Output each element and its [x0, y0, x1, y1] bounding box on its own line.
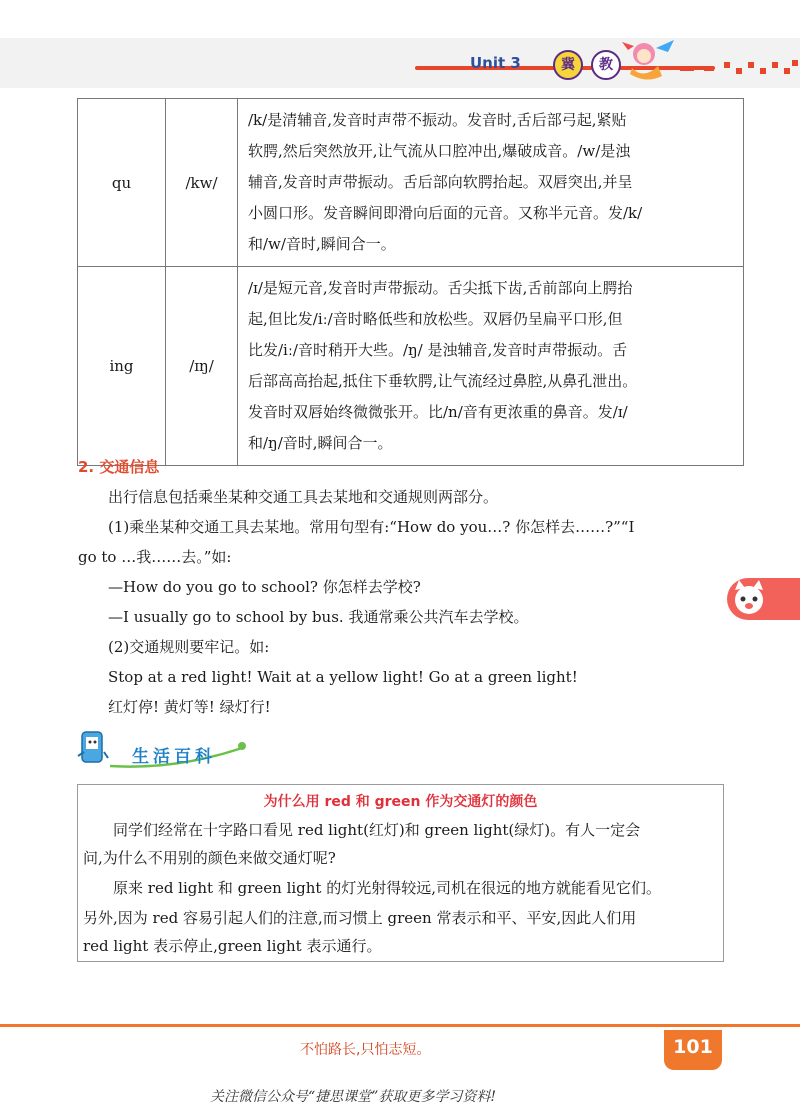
description-line: 比发/iː/音时稍开大些。/ŋ/ 是浊辅音,发音时声带振动。舌 [248, 341, 628, 359]
example-question: —How do you go to school? 你怎样去学校? [108, 578, 421, 596]
box-line: 问,为什么不用别的颜色来做交通灯呢? [83, 849, 336, 867]
description-line: 小圆口形。发音瞬间即滑向后面的元音。又称半元音。发/k/ [248, 204, 643, 222]
letter-cell: qu [78, 99, 166, 267]
section-title-traffic: 2. 交通信息 [78, 458, 160, 476]
footer-line [0, 1024, 800, 1027]
traffic-point-2: (2)交通规则要牢记。如: [108, 638, 270, 656]
phonetic-table [77, 98, 744, 466]
box-title: 为什么用 red 和 green 作为交通灯的颜色 [263, 794, 538, 810]
box-line: 原来 red light 和 green light 的灯光射得较远,司机在很远的地方就能看见它们。 [83, 879, 661, 897]
publisher-badge-jiao: 教 [591, 50, 621, 80]
fairy-mascot-icon [622, 36, 680, 82]
letter-cell: ing [78, 267, 166, 466]
publisher-badge-ji: 冀 [553, 50, 583, 80]
table-row [78, 99, 744, 267]
traffic-point-1-cont: go to …我……去。”如: [78, 548, 232, 566]
unit-label: Unit 3 [470, 54, 521, 72]
description-line: 和/w/音时,瞬间合一。 [248, 235, 396, 253]
checker-pattern-icon [680, 58, 800, 80]
traffic-rule-english: Stop at a red light! Wait at a yellow light! Go at a green light! [108, 668, 578, 686]
description-line: 软腭,然后突然放开,让气流从口腔冲出,爆破成音。/w/是浊 [248, 142, 631, 160]
traffic-rule-chinese: 红灯停! 黄灯等! 绿灯行! [108, 698, 271, 716]
description-line: 起,但比发/iː/音时略低些和放松些。双唇仍呈扁平口形,但 [248, 310, 623, 328]
ipa-cell: /kw/ [166, 99, 238, 267]
watermark-text: 关注微信公众号“捷思课堂”获取更多学习资料! [210, 1089, 496, 1105]
ipa-cell: /ɪŋ/ [166, 267, 238, 466]
fox-mascot-icon [731, 580, 767, 618]
description-line: 后部高高抬起,抵住下垂软腭,让气流经过鼻腔,从鼻孔泄出。 [248, 372, 638, 390]
info-box [77, 784, 724, 962]
description-line: /ɪ/是短元音,发音时声带振动。舌尖抵下齿,舌前部向上腭抬 [248, 279, 633, 297]
example-answer: —I usually go to school by bus. 我通常乘公共汽车去学校。 [108, 608, 529, 626]
description-cell [238, 99, 744, 267]
description-line: 辅音,发音时声带振动。舌后部向软腭抬起。双唇突出,并呈 [248, 173, 633, 191]
description-line: 和/ŋ/音时,瞬间合一。 [248, 434, 393, 452]
page-number: 101 [673, 1036, 713, 1058]
traffic-point-1: (1)乘坐某种交通工具去某地。常用句型有:“How do you…? 你怎样去……?”“I [108, 518, 635, 536]
footer-motto: 不怕路长,只怕志短。 [300, 1042, 431, 1058]
box-line: 同学们经常在十字路口看见 red light(红灯)和 green light(绿灯)。有人一定会 [83, 821, 641, 839]
life-encyclopedia-label: 生活百科 [132, 747, 216, 767]
table-row [78, 267, 744, 466]
description-cell [238, 267, 744, 466]
description-line: /k/是清辅音,发音时声带不振动。发音时,舌后部弓起,紧贴 [248, 111, 627, 129]
description-line: 发音时双唇始终微微张开。比/n/音有更浓重的鼻音。发/ɪ/ [248, 403, 628, 421]
traffic-intro: 出行信息包括乘坐某种交通工具去某地和交通规则两部分。 [108, 488, 499, 506]
box-line: 另外,因为 red 容易引起人们的注意,而习惯上 green 常表示和平、平安,因此人们用 [83, 909, 637, 927]
box-line: red light 表示停止,green light 表示通行。 [83, 937, 382, 955]
